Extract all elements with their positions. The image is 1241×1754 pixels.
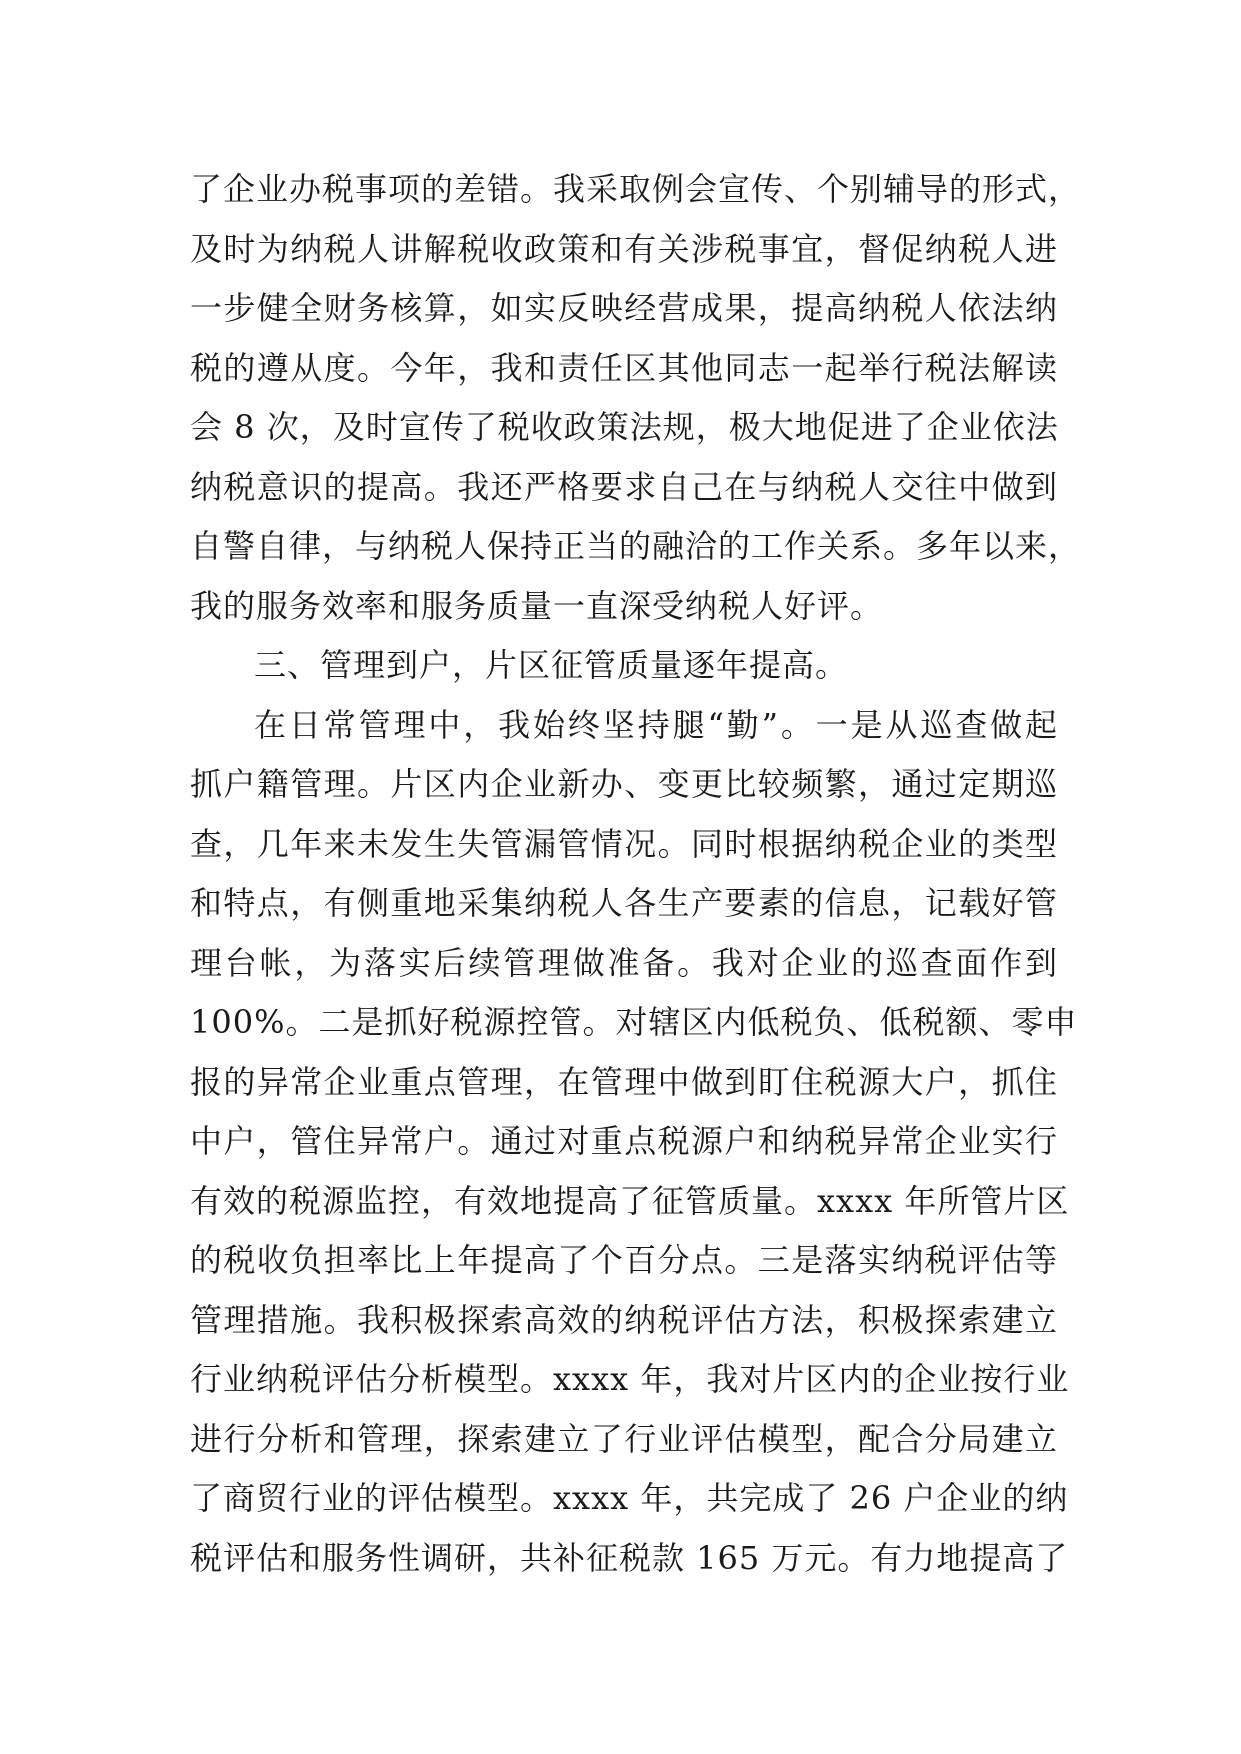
text-line: 抓户籍管理。片区内企业新办、变更比较频繁，通过定期巡: [190, 765, 1058, 803]
text-line: 理台帐，为落实后续管理做准备。我对企业的巡查面作到: [190, 943, 1058, 982]
text-line: 中户，管住异常户。通过对重点税源户和纳税异常企业实行: [190, 1122, 1058, 1160]
text-line: 我的服务效率和服务质量一直深受纳税人好评。: [190, 586, 884, 625]
text-line: 纳税意识的提高。我还严格要求自己在与纳税人交往中做到: [190, 467, 1058, 506]
paragraph-first-line: 在日常管理中，我始终坚持腿“勤”。一是从巡查做起: [254, 705, 1058, 744]
text-line: 税评估和服务性调研，共补征税款 165 万元。有力地提高了: [190, 1538, 1069, 1577]
text-line: 100%。二是抓好税源控管。对辖区内低税负、低税额、零申: [190, 1003, 1078, 1041]
text-line: 了商贸行业的评估模型。xxxx 年，共完成了 26 户企业的纳: [190, 1479, 1069, 1517]
text-line: 管理措施。我积极探索高效的纳税评估方法，积极探索建立: [190, 1300, 1058, 1339]
text-line: 查，几年来未发生失管漏管情况。同时根据纳税企业的类型: [190, 824, 1058, 863]
text-line: 报的异常企业重点管理，在管理中做到盯住税源大户，抓住: [190, 1062, 1058, 1101]
text-line: 会 8 次，及时宣传了税收政策法规，极大地促进了企业依法: [190, 408, 1059, 446]
text-line: 一步健全财务核算，如实反映经营成果，提高纳税人依法纳: [190, 289, 1058, 327]
text-line: 和特点，有侧重地采集纳税人各生产要素的信息，记载好管: [190, 884, 1058, 922]
document-body: [190, 160, 1082, 1588]
text-line: 自警自律，与纳税人保持正当的融洽的工作关系。多年以来，: [190, 527, 1082, 565]
text-line: 的税收负担率比上年提高了个百分点。三是落实纳税评估等: [190, 1241, 1058, 1279]
text-line: 行业纳税评估分析模型。xxxx 年，我对片区内的企业按行业: [190, 1360, 1070, 1398]
text-line: 了企业办税事项的差错。我采取例会宣传、个别辅导的形式，: [190, 170, 1082, 208]
text-line: 有效的税源监控，有效地提高了征管质量。xxxx 年所管片区: [190, 1181, 1070, 1220]
text-line: 及时为纳税人讲解税收政策和有关涉税事宜，督促纳税人进: [190, 229, 1058, 268]
section-heading: 三、管理到户，片区征管质量逐年提高。: [254, 646, 849, 684]
text-line: 税的遵从度。今年，我和责任区其他同志一起举行税法解读: [190, 348, 1058, 387]
text-line: 进行分析和管理，探索建立了行业评估模型，配合分局建立: [190, 1419, 1058, 1458]
